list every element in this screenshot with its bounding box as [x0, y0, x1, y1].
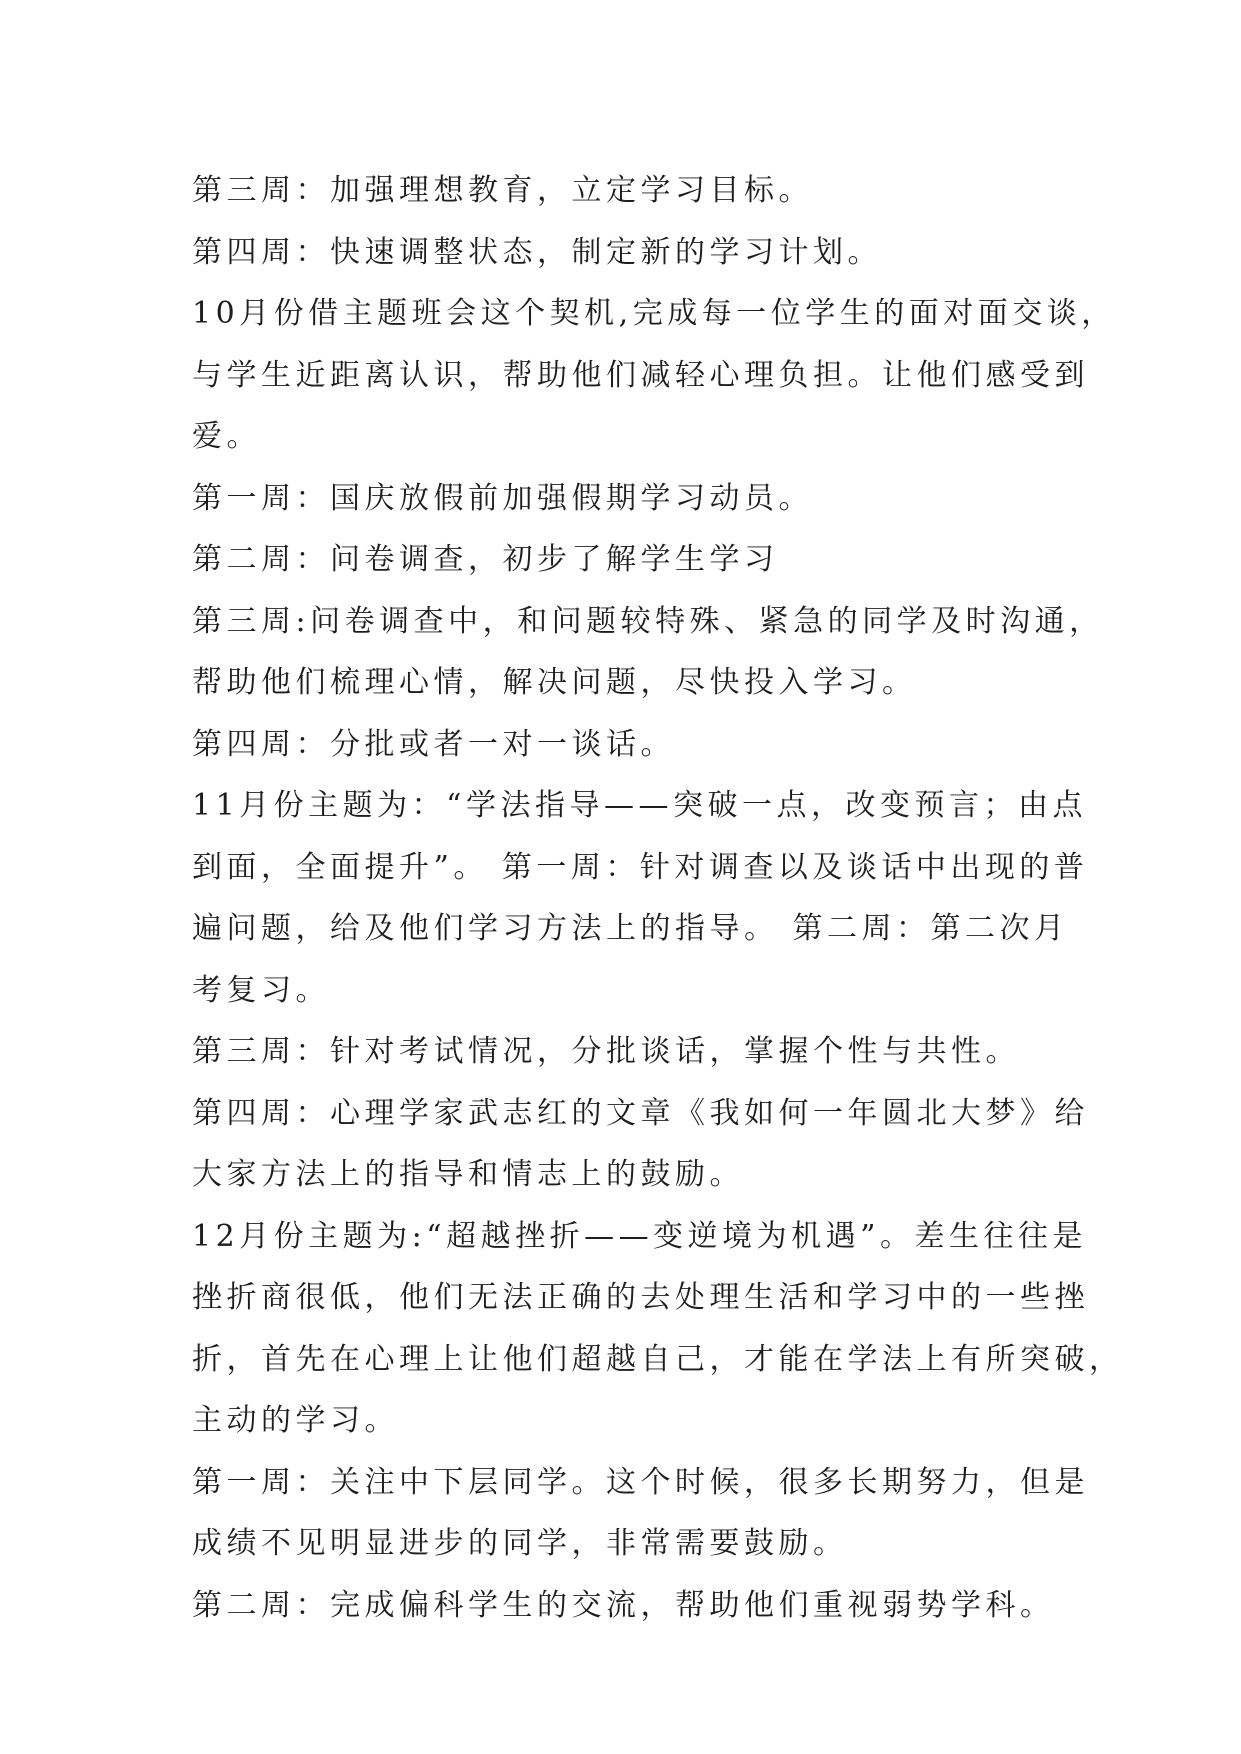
text-line: 到面，全面提升”。 第一周：针对调查以及谈话中出现的普: [192, 849, 1089, 885]
text-line: 帮助他们梳理心情，解决问题，尽快投入学习。: [192, 665, 917, 700]
text-line: 第一周：关注中下层同学。这个时候，很多长期努力，但是: [192, 1464, 1089, 1500]
text-line: 11月份主题为：“学法指导——突破一点，改变预言；由点: [192, 788, 1088, 823]
text-line: 第二周：问卷调查，初步了解学生学习: [192, 542, 779, 577]
text-line: 主动的学习。: [192, 1403, 399, 1438]
text-line: 10月份借主题班会这个契机,完成每一位学生的面对面交谈，: [192, 296, 1116, 331]
text-line: 第三周：针对考试情况，分批谈话，掌握个性与共性。: [192, 1034, 1020, 1069]
text-line: 大家方法上的指导和情志上的鼓励。: [192, 1157, 744, 1192]
text-line: 第一周：国庆放假前加强假期学习动员。: [192, 480, 813, 516]
text-line: 第三周：加强理想教育，立定学习目标。: [192, 173, 813, 208]
text-line: 挫折商很低，他们无法正确的去处理生活和学习中的一些挫: [192, 1280, 1089, 1315]
text-line: 第三周:问卷调查中，和问题较特殊、紧急的同学及时沟通，: [192, 603, 1104, 639]
text-line: 第四周：分批或者一对一谈话。: [192, 726, 675, 762]
text-line: 考复习。: [192, 972, 330, 1008]
text-line: 12月份主题为:“超越挫折——变逆境为机遇”。差生往往是: [192, 1218, 1087, 1254]
text-line: 折，首先在心理上让他们超越自己，才能在学法上有所突破，: [192, 1341, 1124, 1377]
text-line: 成绩不见明显进步的同学，非常需要鼓励。: [192, 1526, 848, 1561]
text-line: 与学生近距离认识，帮助他们减轻心理负担。让他们感受到: [192, 357, 1089, 393]
text-line: 第二周：完成偏科学生的交流，帮助他们重视弱势学科。: [192, 1587, 1055, 1623]
text-line: 第四周：心理学家武志红的文章《我如何一年圆北大梦》给: [192, 1095, 1089, 1131]
text-line: 遍问题，给及他们学习方法上的指导。 第二周：第二次月: [192, 911, 1069, 946]
text-line: 第四周：快速调整状态，制定新的学习计划。: [192, 234, 882, 270]
document-body: [192, 160, 1124, 1636]
text-line: 爱。: [192, 419, 261, 454]
